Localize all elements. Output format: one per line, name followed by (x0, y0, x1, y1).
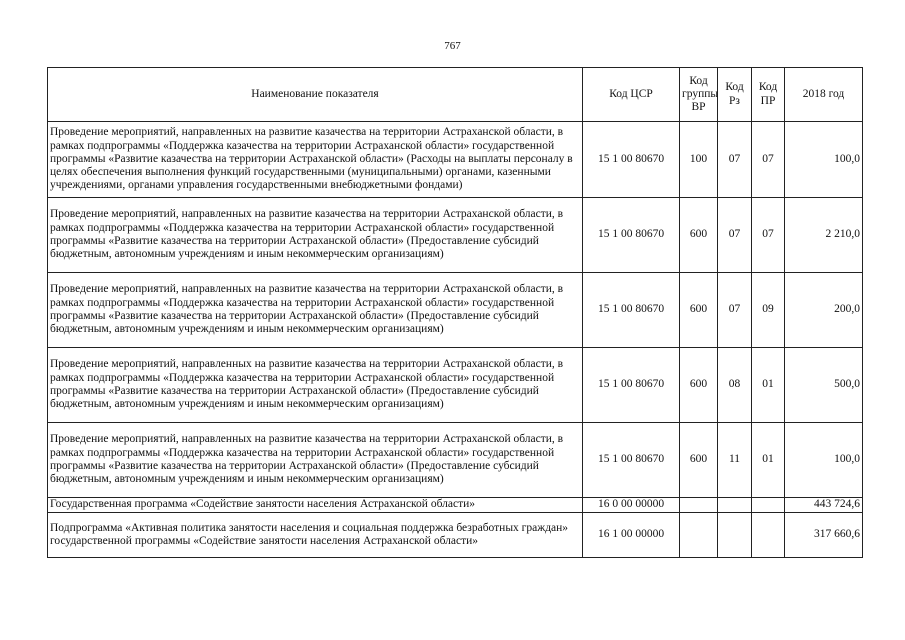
row-rz: 11 (718, 423, 752, 498)
header-vr: Код группы ВР (680, 68, 718, 122)
row-name: Проведение мероприятий, направленных на развитие казачества на территории Астраханской области, в рамках подпрограммы «Поддержка казачества на территории Астраханской области» государственной программы «Развитие казачества на территории Астраханской области» (Предоставление субсидий бюджетным, автономным учреждениям и иным некоммерческим организациям) (48, 273, 583, 348)
row-pr (752, 513, 785, 558)
row-csr: 15 1 00 80670 (583, 348, 680, 423)
header-row (48, 68, 863, 122)
row-vr: 600 (680, 198, 718, 273)
row-rz: 08 (718, 348, 752, 423)
row-csr: 15 1 00 80670 (583, 423, 680, 498)
table-row (48, 122, 863, 198)
row-rz: 07 (718, 122, 752, 198)
row-name: Проведение мероприятий, направленных на развитие казачества на территории Астраханской области, в рамках подпрограммы «Поддержка казачества на территории Астраханской области» государственной программы «Развитие казачества на территории Астраханской области» (Предоставление субсидий бюджетным, автономным учреждениям и иным некоммерческим организациям) (48, 423, 583, 498)
row-name: Проведение мероприятий, направленных на развитие казачества на территории Астраханской области, в рамках подпрограммы «Поддержка казачества на территории Астраханской области» государственной программы «Развитие казачества на территории Астраханской области» (Предоставление субсидий бюджетным, автономным учреждениям и иным некоммерческим организациям) (48, 348, 583, 423)
header-csr: Код ЦСР (583, 68, 680, 122)
row-name: Государственная программа «Содействие занятости населения Астраханской области» (48, 498, 583, 513)
row-vr: 600 (680, 273, 718, 348)
row-pr: 01 (752, 423, 785, 498)
row-name: Проведение мероприятий, направленных на развитие казачества на территории Астраханской области, в рамках подпрограммы «Поддержка казачества на территории Астраханской области» государственной программы «Развитие казачества на территории Астраханской области» (Предоставление субсидий бюджетным, автономным учреждениям и иным некоммерческим организациям) (48, 198, 583, 273)
table-row (48, 348, 863, 423)
table-row (48, 513, 863, 558)
header-rz: Код Рз (718, 68, 752, 122)
row-rz: 07 (718, 273, 752, 348)
row-rz (718, 498, 752, 513)
header-year: 2018 год (785, 68, 863, 122)
row-amount: 317 660,6 (785, 513, 863, 558)
row-name: Подпрограмма «Активная политика занятости населения и социальная поддержка безработных граждан» государственной программы «Содействие занятости населения Астраханской области» (48, 513, 583, 558)
row-csr: 15 1 00 80670 (583, 122, 680, 198)
row-rz (718, 513, 752, 558)
header-pr: Код ПР (752, 68, 785, 122)
row-amount: 500,0 (785, 348, 863, 423)
row-csr: 15 1 00 80670 (583, 273, 680, 348)
row-pr (752, 498, 785, 513)
header-name: Наименование показателя (48, 68, 583, 122)
table-row (48, 423, 863, 498)
row-amount: 2 210,0 (785, 198, 863, 273)
row-csr: 15 1 00 80670 (583, 198, 680, 273)
row-rz: 07 (718, 198, 752, 273)
table-row (48, 273, 863, 348)
row-amount: 200,0 (785, 273, 863, 348)
row-pr: 07 (752, 122, 785, 198)
row-amount: 100,0 (785, 122, 863, 198)
table-row (48, 498, 863, 513)
row-vr: 600 (680, 423, 718, 498)
table-row (48, 198, 863, 273)
budget-table (47, 67, 863, 558)
row-csr: 16 0 00 00000 (583, 498, 680, 513)
row-amount: 100,0 (785, 423, 863, 498)
row-csr: 16 1 00 00000 (583, 513, 680, 558)
row-pr: 01 (752, 348, 785, 423)
row-vr (680, 513, 718, 558)
row-pr: 09 (752, 273, 785, 348)
page-number: 767 (444, 40, 461, 52)
row-name: Проведение мероприятий, направленных на развитие казачества на территории Астраханской области, в рамках подпрограммы «Поддержка казачества на территории Астраханской области» государственной программы «Развитие казачества на территории Астраханской области» (Расходы на выплаты персоналу в целях обеспечения выполнения функций государственными (муниципальными) органами, казенными учреждениями, органами управления государственными внебюджетными фондами) (48, 122, 583, 198)
row-vr: 600 (680, 348, 718, 423)
row-amount: 443 724,6 (785, 498, 863, 513)
row-vr (680, 498, 718, 513)
row-vr: 100 (680, 122, 718, 198)
row-pr: 07 (752, 198, 785, 273)
